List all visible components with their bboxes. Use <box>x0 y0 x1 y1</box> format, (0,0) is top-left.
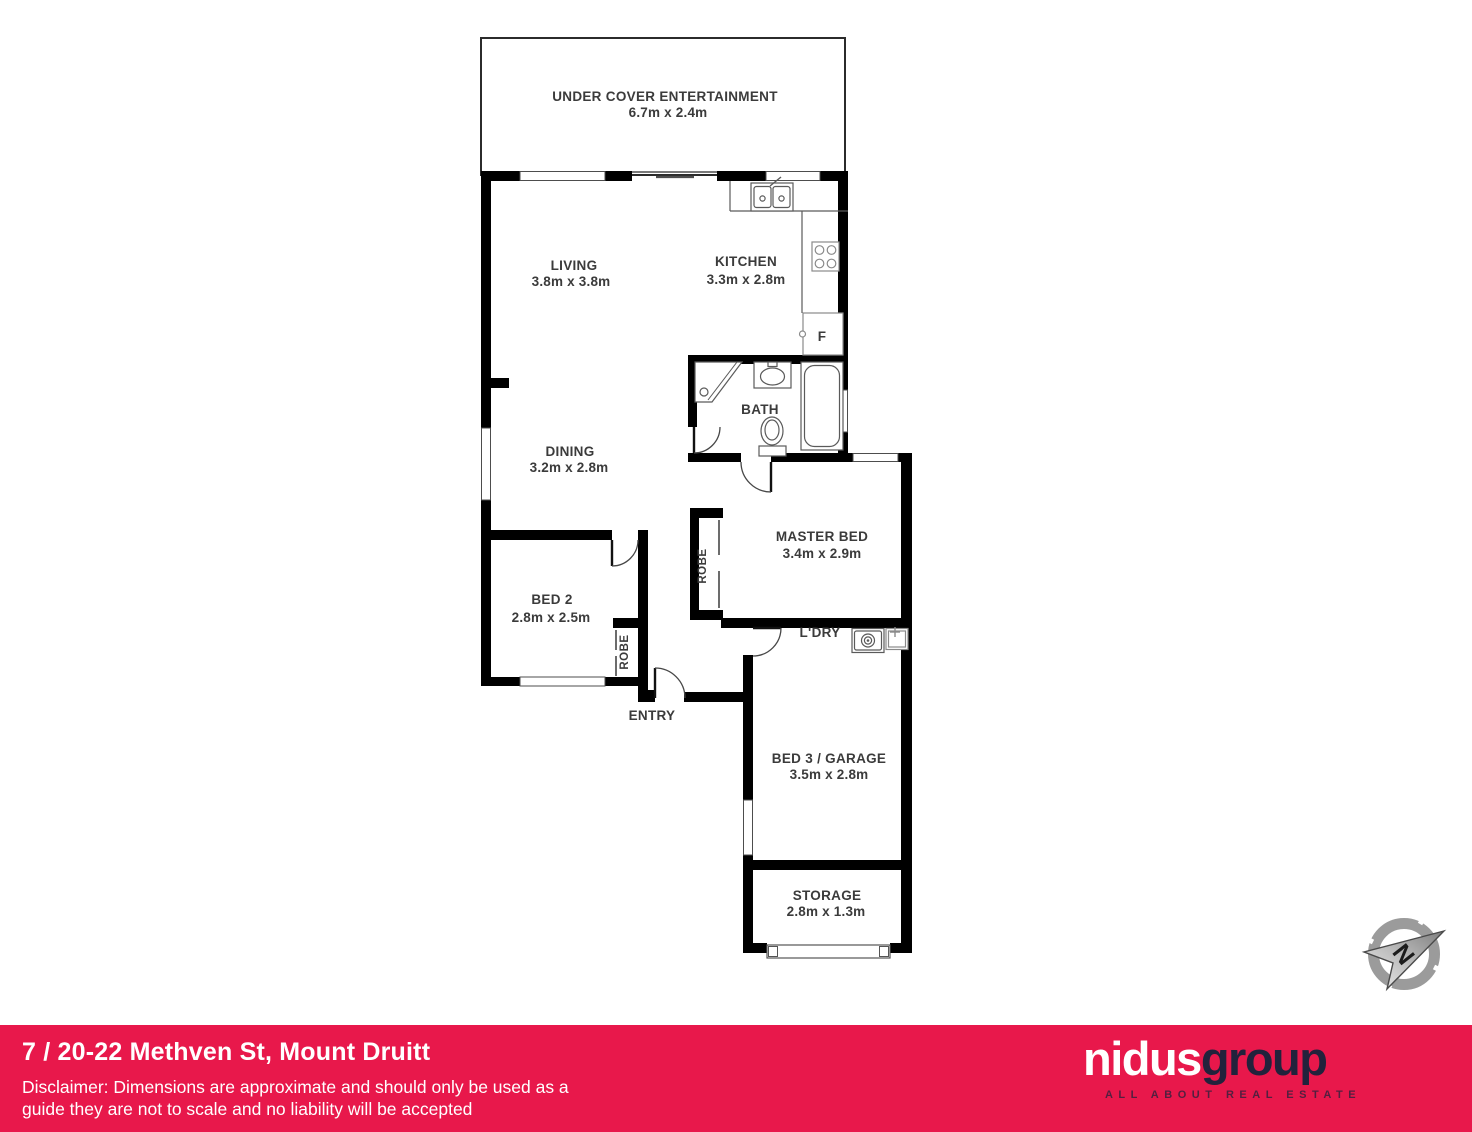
master-robe-label: ROBE <box>697 548 709 584</box>
room-label-bed2: BED 2 <box>531 592 573 607</box>
window-master <box>853 454 898 462</box>
room-dims-bed3: 3.5m x 2.8m <box>789 767 869 782</box>
disclaimer-text <box>22 1076 569 1120</box>
bed2-robe-label: ROBE <box>619 634 631 670</box>
window-living <box>520 172 605 181</box>
entry-label: ENTRY <box>628 708 676 723</box>
room-label-bed3: BED 3 / GARAGE <box>771 751 887 766</box>
laundry-fixtures <box>852 627 908 653</box>
laundry-label: L'DRY <box>799 625 841 640</box>
compass <box>1363 914 1444 995</box>
stove <box>812 242 839 271</box>
entry-door <box>655 668 685 698</box>
room-label-kitchen: KITCHEN <box>714 254 778 269</box>
agency-logo-secondary: group <box>1200 1032 1327 1085</box>
room-dims-dining: 3.2m x 2.8m <box>529 460 609 475</box>
room-label-living: LIVING <box>550 258 598 273</box>
disclaimer-line-1: Disclaimer: Dimensions are approximate and should only be used as a <box>22 1077 569 1097</box>
window-kitchen <box>766 172 820 181</box>
vanity-basin <box>754 362 791 388</box>
room-dims-kitchen: 3.3m x 2.8m <box>706 272 786 287</box>
info-banner <box>0 1025 1472 1132</box>
room-dims-storage: 2.8m x 1.3m <box>786 904 866 919</box>
room-dims-master: 3.4m x 2.9m <box>782 546 862 561</box>
storage-door <box>767 945 890 958</box>
kitchen-sink <box>751 177 793 211</box>
bath-door <box>694 427 720 453</box>
disclaimer-line-2: guide they are not to scale and no liability will be accepted <box>22 1099 473 1119</box>
agency-logo <box>1083 1031 1383 1101</box>
master-bed-door <box>741 462 771 492</box>
property-address: 7 / 20-22 Methven St, Mount Druitt <box>22 1038 431 1066</box>
room-dims-bed2: 2.8m x 2.5m <box>511 610 591 625</box>
room-dims-entertainment: 6.7m x 2.4m <box>628 105 708 120</box>
room-label-storage: STORAGE <box>792 888 862 903</box>
laundry-tub <box>886 627 908 650</box>
bathtub <box>801 362 843 450</box>
room-label-bath: BATH <box>741 402 779 417</box>
window-dining <box>482 428 491 500</box>
address-block <box>22 1038 569 1120</box>
room-labels <box>512 89 887 919</box>
agency-tagline: ALL ABOUT REAL ESTATE <box>1104 1089 1362 1101</box>
washing-machine <box>852 629 884 653</box>
bed2-door <box>612 540 638 566</box>
room-label-master: MASTER BED <box>775 529 869 544</box>
agency-logo-primary: nidus <box>1083 1032 1201 1085</box>
toilet <box>759 417 786 456</box>
corner-shower <box>695 362 742 402</box>
room-label-dining: DINING <box>545 444 595 459</box>
room-label-entertainment: UNDER COVER ENTERTAINMENT <box>552 89 778 104</box>
window-bed2 <box>520 677 605 686</box>
window-bed3 <box>744 800 753 855</box>
compass-north-letter: N <box>1386 938 1420 971</box>
agency-logo-name <box>1083 1031 1383 1086</box>
room-dims-living: 3.8m x 3.8m <box>531 274 611 289</box>
fridge-label: F <box>817 329 827 344</box>
windows <box>482 172 899 959</box>
laundry-door <box>753 628 781 656</box>
robe-sliding-doors <box>616 520 719 676</box>
